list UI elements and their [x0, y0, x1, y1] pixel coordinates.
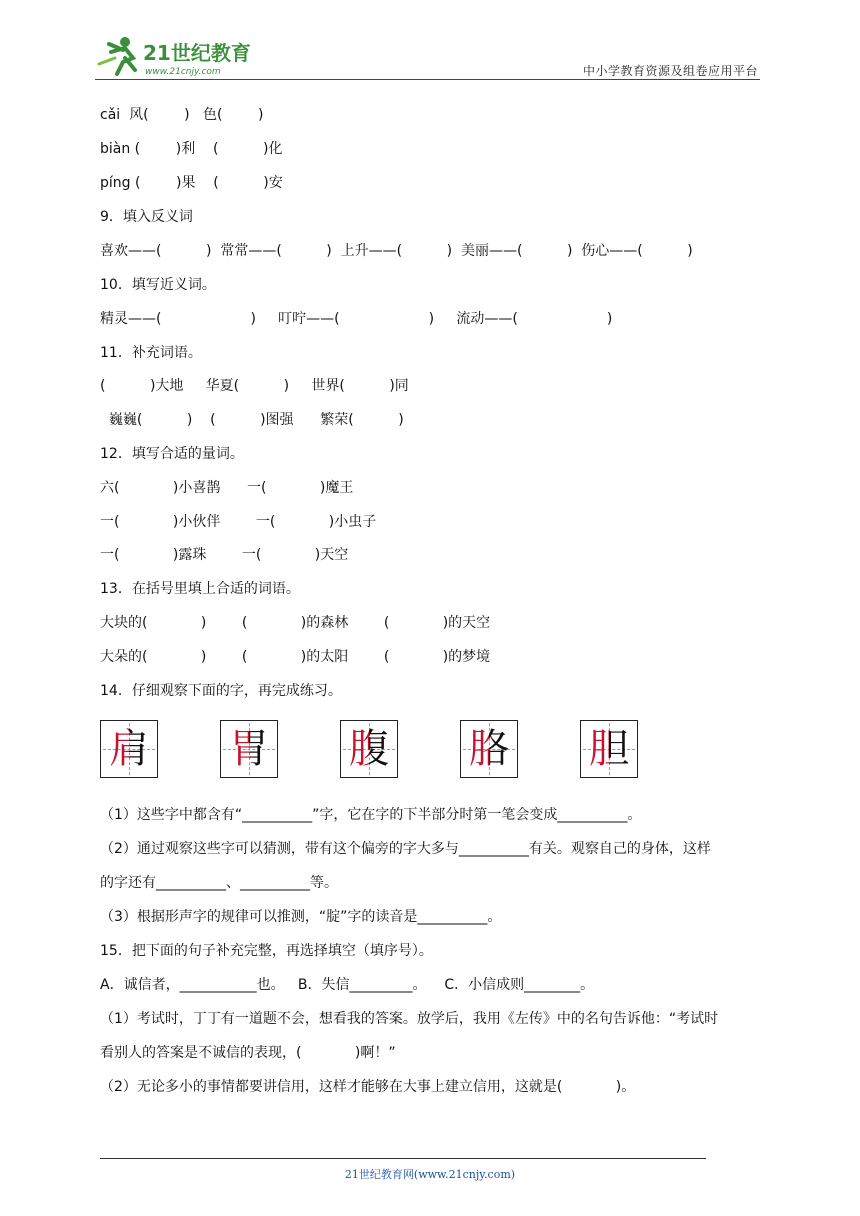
- text-line: 11．补充词语。: [100, 345, 202, 361]
- text-line: cǎi 风( ) 色( ): [100, 107, 264, 123]
- footer-divider: [100, 1158, 706, 1159]
- text-line: 12．填写合适的量词。: [100, 446, 244, 462]
- text-line: （2）通过观察这些字可以猜测，带有这个偏旁的字大多与__________有关。观察自己的身体，这样: [100, 841, 711, 857]
- character-box: [340, 720, 398, 778]
- character-box: [580, 720, 638, 778]
- text-line: 精灵——( ) 叮咛——( ) 流动——( ): [100, 311, 613, 327]
- runner-icon: [99, 37, 135, 74]
- text-line: 9．填入反义词: [100, 209, 193, 225]
- character-glyph: 腹: [341, 725, 397, 773]
- text-line: 喜欢——( ) 常常——( ) 上升——( ) 美丽——( ) 伤心——( ): [100, 243, 693, 259]
- text-line: 的字还有__________、__________等。: [100, 875, 338, 891]
- text-line: 大块的( ) ( )的森林 ( )的天空: [100, 615, 491, 631]
- character-glyph: 胳: [461, 725, 517, 773]
- text-line: 13．在括号里填上合适的词语。: [100, 581, 300, 597]
- character-box: [460, 720, 518, 778]
- text-line: 一( )露珠 一( )天空: [100, 547, 349, 563]
- text-line: 14．仔细观察下面的字，再完成练习。: [100, 683, 342, 699]
- text-line: 10．填写近义词。: [100, 277, 216, 293]
- header-divider: [95, 79, 760, 80]
- text-line: 巍巍( ) ( )图强 繁荣( ): [100, 412, 404, 428]
- character-glyph: 胃: [221, 725, 277, 773]
- text-line: 六( )小喜鹊 一( )魔王: [100, 480, 354, 496]
- character-row: [100, 720, 660, 784]
- character-box: [220, 720, 278, 778]
- character-box: [100, 720, 158, 778]
- character-glyph: 胆: [581, 725, 637, 773]
- text-line: 15．把下面的句子补充完整，再选择填空（填序号）。: [100, 943, 433, 959]
- text-line: （1）这些字中都含有“__________”字，它在字的下半部分时第一笔会变成__________。: [100, 807, 642, 823]
- character-glyph: 肩: [101, 725, 157, 773]
- text-line: ( )大地 华夏( ) 世界( )同: [100, 378, 409, 394]
- text-line: 一( )小伙伴 一( )小虫子: [100, 514, 377, 530]
- text-line: （3）根据形声字的规律可以推测，“腚”字的读音是__________。: [100, 909, 502, 925]
- text-line: biàn ( )利 ( )化: [100, 141, 283, 157]
- platform-name: 中小学教育资源及组卷应用平台: [582, 64, 758, 78]
- logo-text: 21世纪教育: [143, 41, 251, 65]
- logo-url: www.21cnjy.com: [145, 67, 221, 77]
- text-line: A．诚信者，___________也。 B．失信_________。 C．小信成则________。: [100, 977, 595, 993]
- text-line: （1）考试时，丁丁有一道题不会，想看我的答案。放学后，我用《左传》中的名句告诉他：“考试时: [100, 1011, 719, 1027]
- text-line: píng ( )果 ( )安: [100, 175, 283, 191]
- text-line: 看别人的答案是不诚信的表现，( )啊！”: [100, 1045, 396, 1061]
- footer-text: 21世纪教育网(www.21cnjy.com): [344, 1168, 516, 1181]
- page-header: [95, 34, 760, 80]
- text-line: （2）无论多小的事情都要讲信用，这样才能够在大事上建立信用，这就是( )。: [100, 1079, 636, 1095]
- text-line: 大朵的( ) ( )的太阳 ( )的梦境: [100, 649, 491, 665]
- logo: [95, 34, 265, 78]
